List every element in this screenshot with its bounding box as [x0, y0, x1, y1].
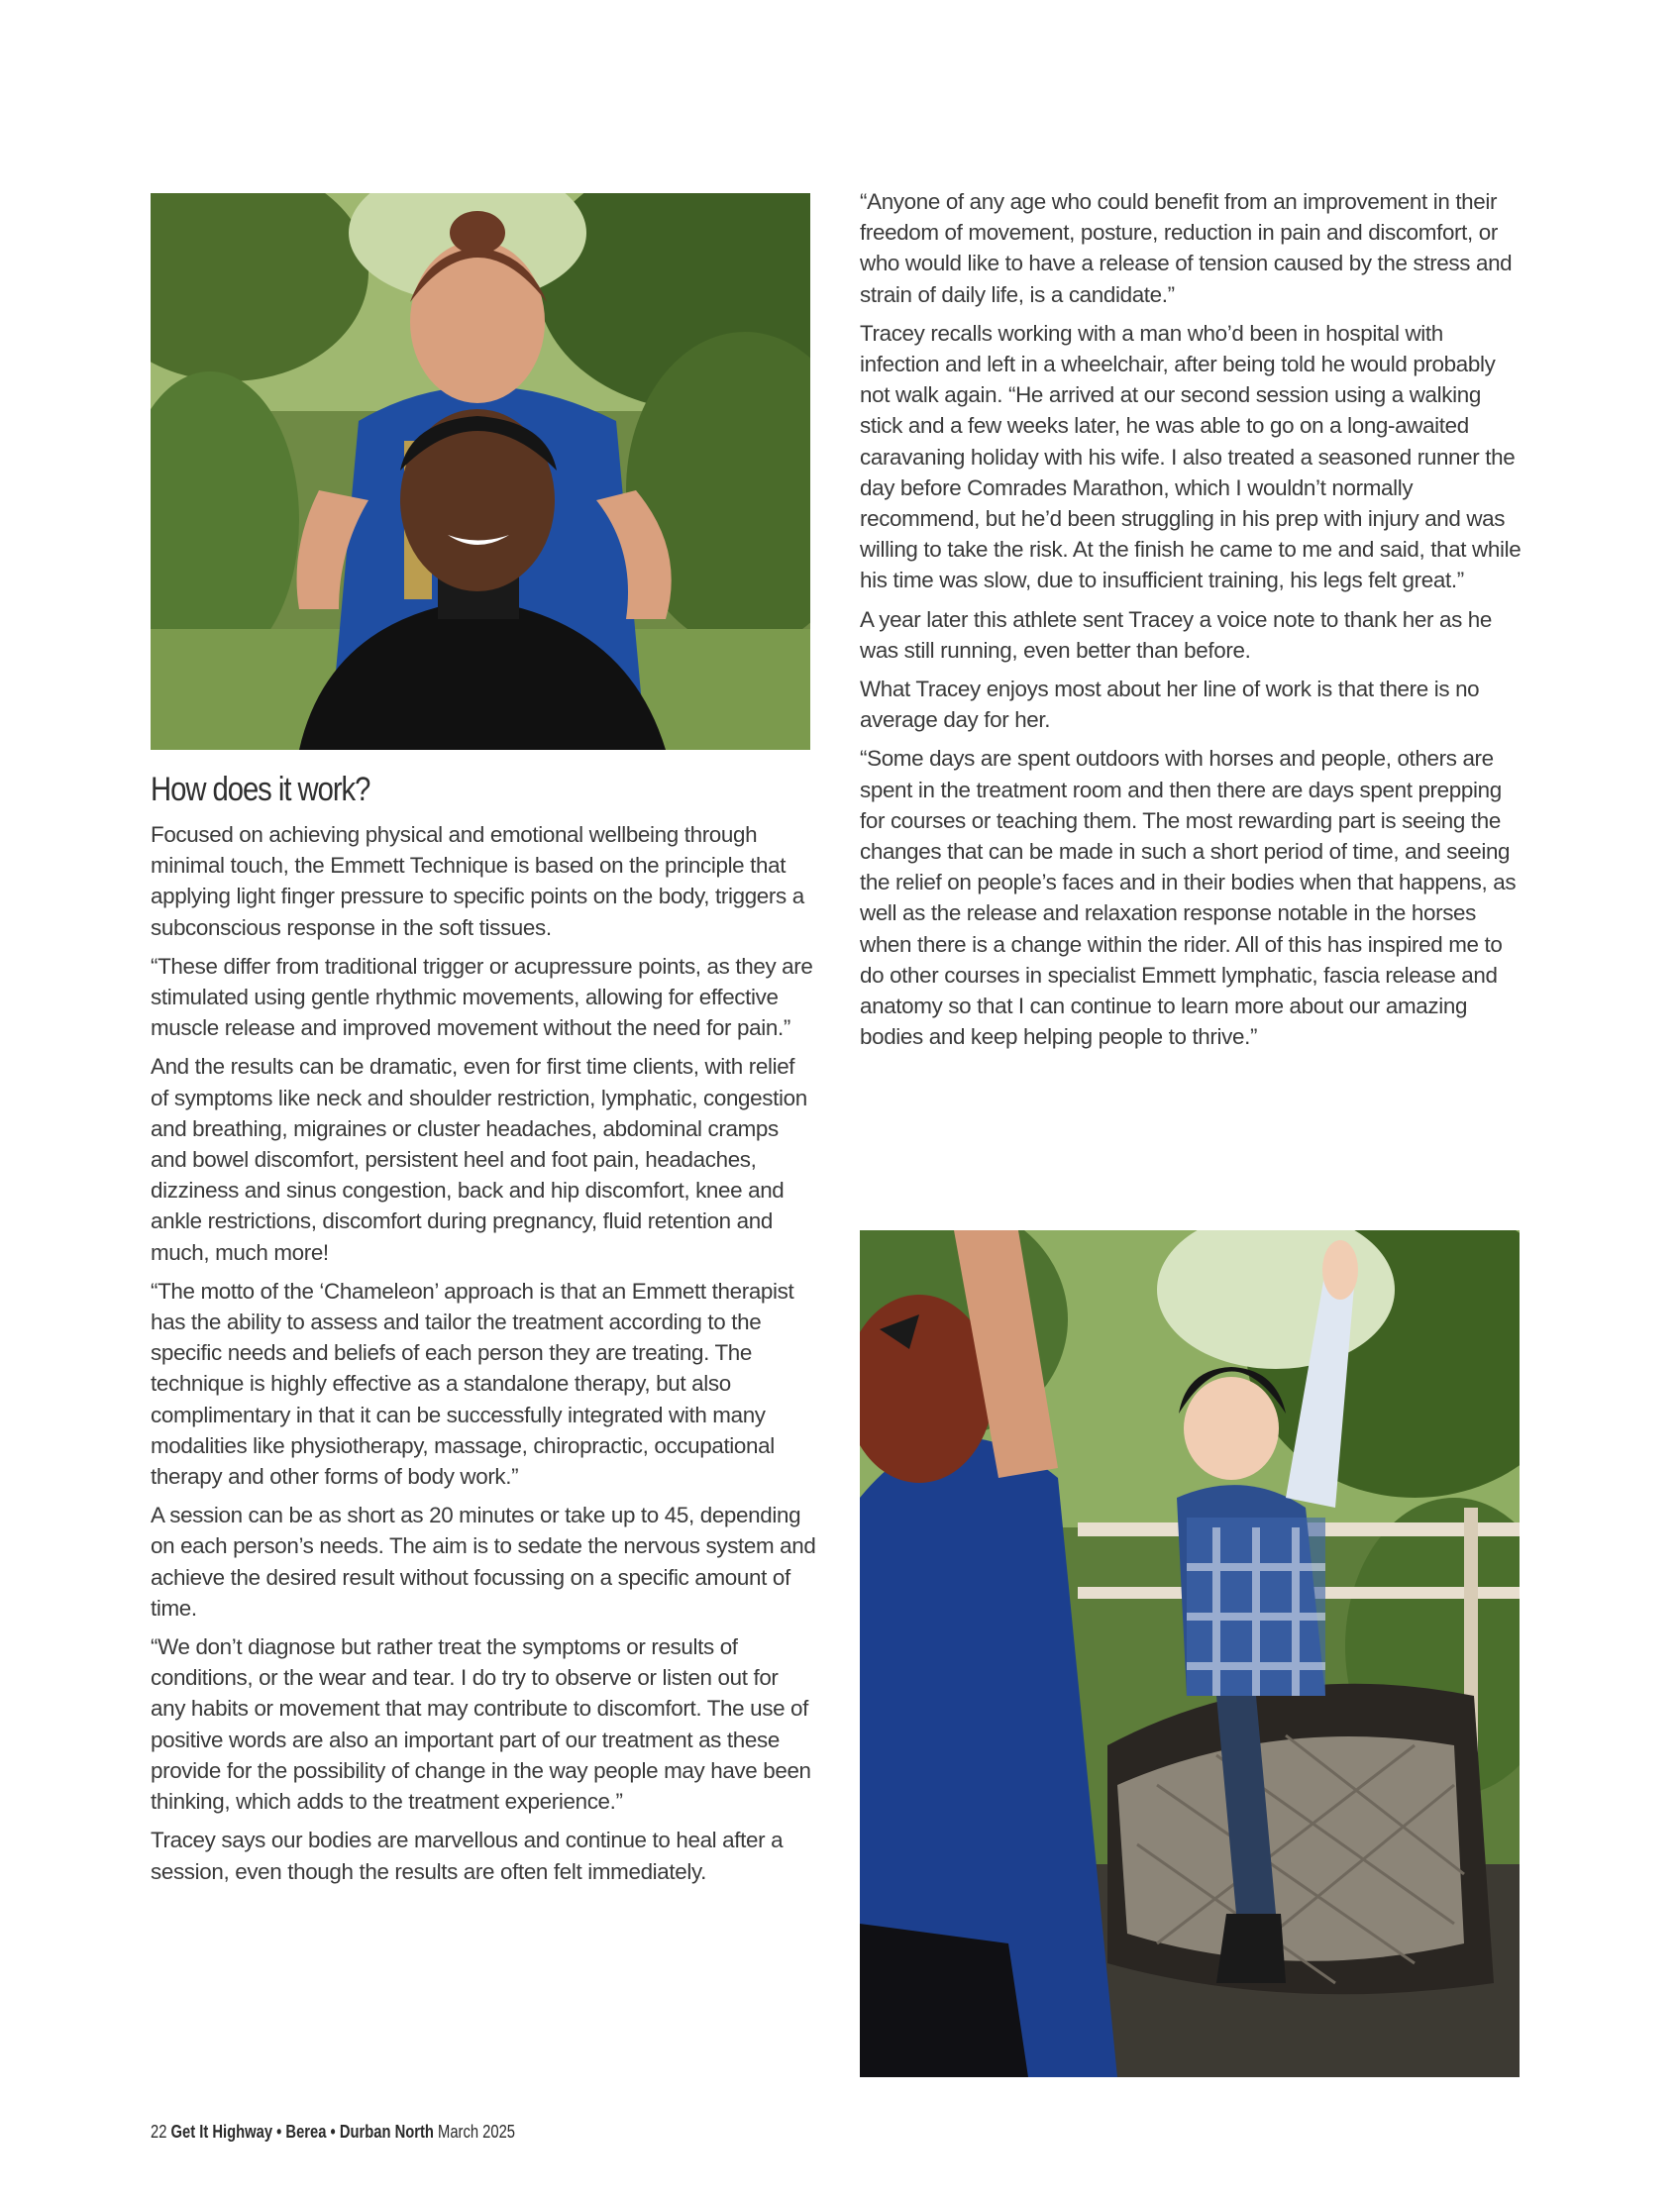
paragraph: “Some days are spent outdoors with horses and people, others are spent in the treatment room and then there are days spent prepping for courses or teaching them. The most rewarding part is seeing the changes that can be made in such a short period of time, and seeing the relief on people’s faces and in their bodies when that happens, as well as the release and relaxation response notable in the horses when there is a change within the rider. All of this has inspired me to do other courses in specialist Emmett lymphatic, fascia release and anatomy so that I can continue to learn more about our amazing bodies and keep helping people to thrive.” — [860, 746, 1517, 1050]
paragraph: Tracey recalls working with a man who’d been in hospital with infection and left in a wheelchair, after being told he would probably not walk again. “He arrived at our second session using a walking stick and a few weeks later, he was able to go on a long-awaited caravaning holiday with his wife. I also treated a seasoned runner the day before Comrades Marathon, which I wouldn’t normally recommend, but he’d been struggling in his prep with injury and was willing to take the risk. At the finish he came to me and said, that while his time was slow, due to insufficient training, his legs felt great.” — [860, 320, 1522, 593]
paragraph: A session can be as short as 20 minutes or take up to 45, depending on each person’s needs. The aim is to sedate the nervous system and achieve the desired result without focussing on a specific amount of time. — [151, 1503, 816, 1621]
photo-therapist-with-client — [151, 193, 810, 750]
paragraph: “Anyone of any age who could benefit from an improvement in their freedom of movement, posture, reduction in pain and discomfort, or who would like to have a release of tension caused by the stress and strain of daily life, is a candidate.” — [860, 189, 1513, 307]
paragraph: And the results can be dramatic, even for first time clients, with relief of symptoms like neck and shoulder restriction, lymphatic, congestion and breathing, migraines or cluster headaches, abdominal cramps and bowel discomfort, persistent heel and foot pain, headaches, dizziness and sinus congestion, back and hip discomfort, knee and ankle restrictions, discomfort during pregnancy, fluid retention and much, much more! — [151, 1054, 807, 1265]
left-column — [151, 771, 816, 1895]
page-number: 22 — [151, 2122, 167, 2142]
paragraph: “The motto of the ‘Chameleon’ approach is that an Emmett therapist has the ability to assess and tailor the treatment according to the specific needs and beliefs of each person they are treating. The technique is highly effective as a standalone therapy, but also complimentary in that it can be successfully integrated with many modalities like physiotherapy, massage, chiropractic, occupational therapy and other forms of body work.” — [151, 1278, 794, 1490]
paragraph: A year later this athlete sent Tracey a voice note to thank her as he was still running, even better than before. — [860, 606, 1493, 663]
issue-date: March 2025 — [438, 2122, 516, 2142]
paragraph: Tracey says our bodies are marvellous and continue to heal after a session, even though the results are often felt immediately. — [151, 1828, 784, 1884]
photo-child-on-saddle — [860, 1230, 1520, 2077]
right-column — [860, 186, 1525, 1060]
section-heading: How does it work? — [151, 771, 370, 808]
publication-name: Get It Highway • Berea • Durban North — [170, 2122, 434, 2142]
paragraph: “We don’t diagnose but rather treat the symptoms or results of conditions, or the wear and tear. I do try to observe or listen out for any habits or movement that may contribute to discomfort. The use of positive words are also an important part of our treatment as these provide for the possibility of change in the way people may have been thinking, which adds to the treatment experience.” — [151, 1634, 811, 1815]
paragraph: Focused on achieving physical and emotional wellbeing through minimal touch, the Emmett Technique is based on the principle that applying light finger pressure to specific points on the body, triggers a subconscious response in the soft tissues. — [151, 822, 804, 940]
paragraph: “These differ from traditional trigger or acupressure points, as they are stimulated using gentle rhythmic movements, allowing for effective muscle release and improved movement without the need for pain.” — [151, 953, 813, 1041]
page-footer — [151, 2122, 515, 2143]
paragraph: What Tracey enjoys most about her line of work is that there is no average day for her. — [860, 677, 1480, 733]
